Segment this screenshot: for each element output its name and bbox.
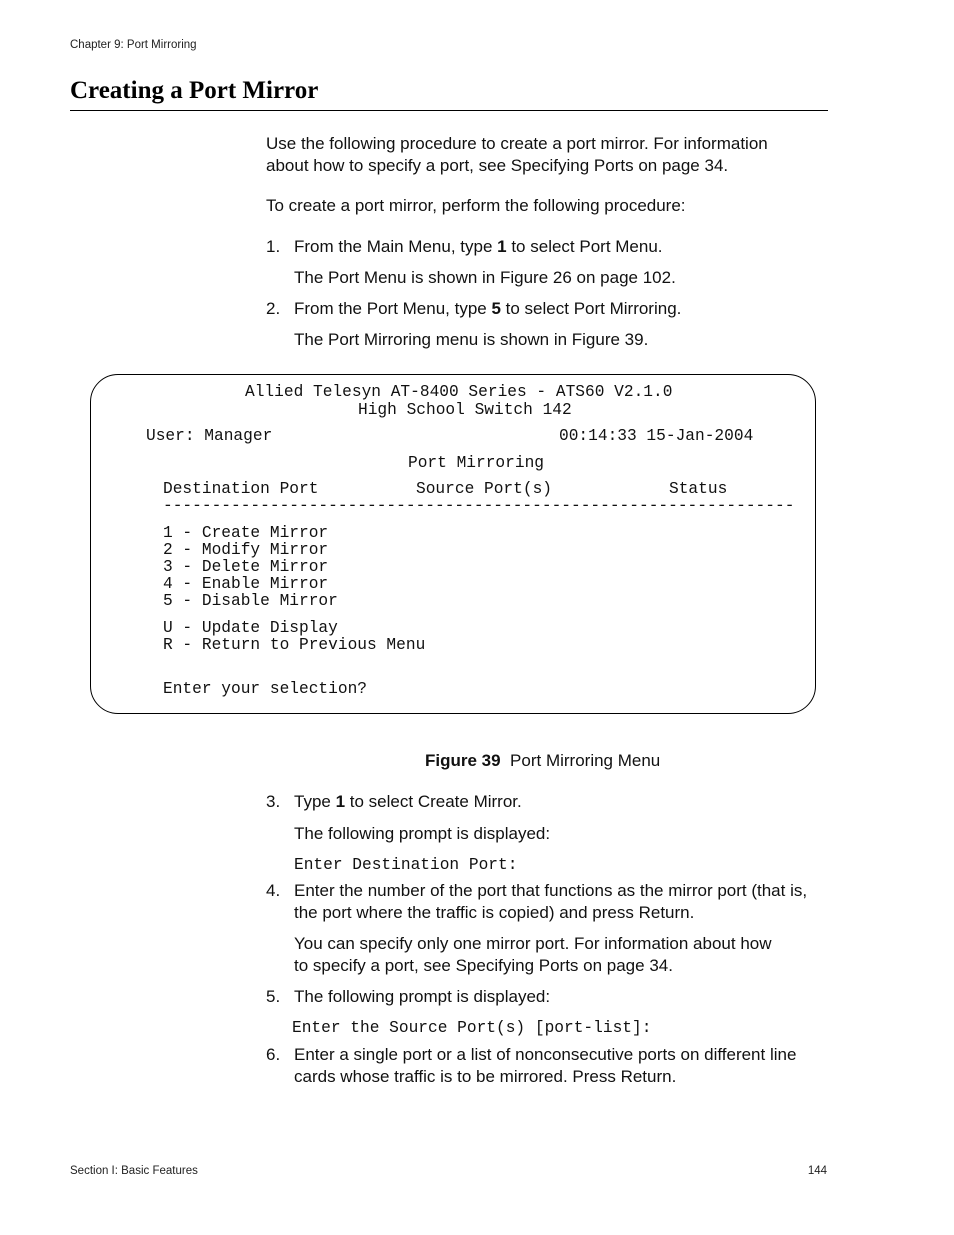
step-text: From the Port Menu, type 5 to select Port Mirroring.	[294, 299, 682, 318]
screen-separator: -----------------------------------------------------------------	[163, 497, 795, 515]
col-destination-port: Destination Port	[163, 480, 319, 498]
step-2	[266, 298, 826, 320]
step-number: 1.	[266, 237, 281, 256]
step-number: 6.	[266, 1045, 281, 1064]
screen-prompt: Enter your selection?	[163, 680, 367, 698]
step-number: 3.	[266, 792, 281, 811]
page-number: 144	[807, 1165, 827, 1177]
step-6	[266, 1044, 836, 1088]
step-number: 4.	[266, 881, 281, 900]
figure-label: Figure 39	[425, 751, 501, 770]
step-number: 5.	[266, 987, 281, 1006]
intro-paragraph	[266, 133, 768, 177]
menu-option: U - Update Display	[163, 619, 338, 637]
step-text: From the Main Menu, type 1 to select Port Menu.	[294, 237, 663, 256]
menu-option: 2 - Modify Mirror	[163, 541, 329, 559]
step-text-line-2: the port where the traffic is copied) and press Return.	[294, 903, 695, 922]
screen-user: User: Manager	[146, 427, 273, 445]
key-label: 1	[335, 792, 346, 811]
col-status: Status	[669, 480, 728, 498]
menu-option: 1 - Create Mirror	[163, 524, 329, 542]
screen-datetime: 00:14:33 15-Jan-2004	[559, 427, 754, 445]
key-label: 1	[497, 237, 507, 256]
section-title: Creating a Port Mirror	[70, 77, 319, 104]
step-4-note-line-1: You can specify only one mirror port. For information about how	[294, 934, 772, 953]
procedure-intro: To create a port mirror, perform the following procedure:	[266, 196, 686, 215]
step-number: 2.	[266, 299, 281, 318]
step-1	[266, 236, 826, 258]
step-4-note-line-2: to specify a port, see Specifying Ports on page 34.	[294, 956, 673, 975]
col-source-ports: Source Port(s)	[416, 480, 552, 498]
screen-system-name: High School Switch 142	[358, 401, 572, 419]
step-5	[266, 986, 826, 1008]
terminal-screen	[90, 374, 816, 714]
step-text-line-1: Enter a single port or a list of nonconsecutive ports on different line	[294, 1045, 797, 1064]
destination-port-prompt: Enter Destination Port:	[294, 856, 518, 874]
step-1-note: The Port Menu is shown in Figure 26 on page 102.	[294, 268, 676, 287]
step-2-note: The Port Mirroring menu is shown in Figure 39.	[294, 330, 649, 349]
step-3	[266, 791, 826, 813]
step-text: Type 1 to select Create Mirror.	[294, 792, 522, 811]
screen-menu-title: Port Mirroring	[408, 454, 544, 472]
menu-option: R - Return to Previous Menu	[163, 636, 426, 654]
key-label: 5	[491, 299, 501, 318]
title-rule	[70, 110, 828, 111]
footer-section: Section I: Basic Features	[70, 1165, 198, 1177]
screen-banner: Allied Telesyn AT-8400 Series - ATS60 V2.1.0	[245, 383, 673, 401]
step-text-line-2: cards whose traffic is to be mirrored. Press Return.	[294, 1067, 677, 1086]
menu-option: 4 - Enable Mirror	[163, 575, 329, 593]
step-text: The following prompt is displayed:	[294, 987, 551, 1006]
source-port-prompt: Enter the Source Port(s) [port-list]:	[292, 1019, 652, 1037]
menu-option: 5 - Disable Mirror	[163, 592, 338, 610]
figure-title: Port Mirroring Menu	[510, 751, 661, 770]
figure-caption	[425, 751, 660, 771]
step-3-note: The following prompt is displayed:	[294, 824, 551, 843]
intro-line-2: about how to specify a port, see Specifying Ports on page 34.	[266, 156, 729, 175]
intro-line-1: Use the following procedure to create a port mirror. For information	[266, 134, 768, 153]
running-header: Chapter 9: Port Mirroring	[70, 39, 197, 51]
step-4	[266, 880, 836, 924]
menu-option: 3 - Delete Mirror	[163, 558, 329, 576]
step-text-line-1: Enter the number of the port that functions as the mirror port (that is,	[294, 881, 808, 900]
step-4-note	[294, 933, 772, 977]
